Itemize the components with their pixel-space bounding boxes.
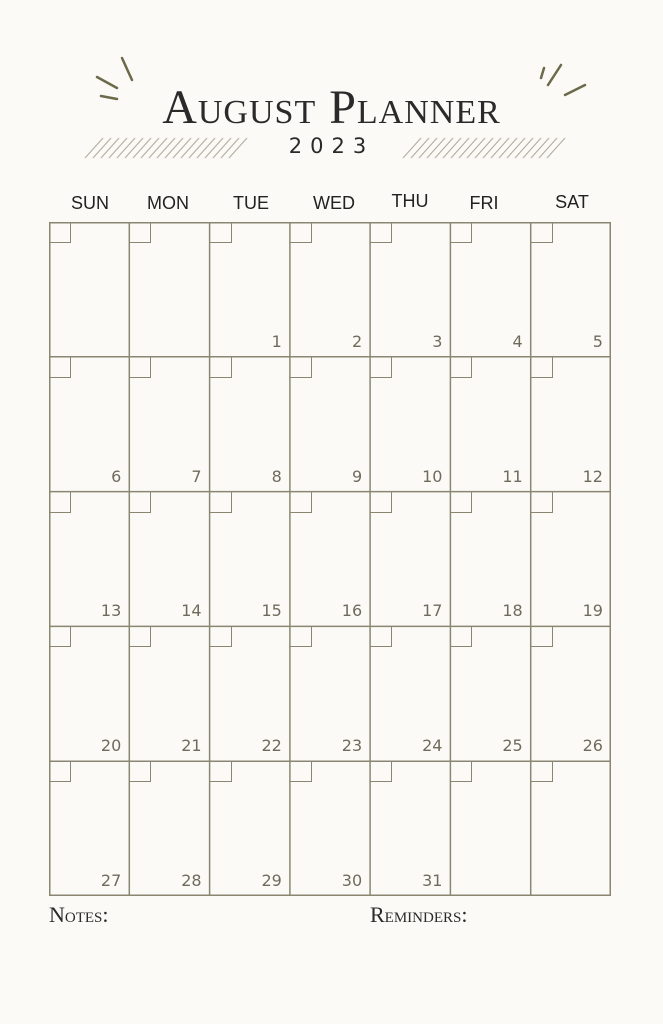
date-number: 27 [100, 870, 122, 890]
day-cell-6[interactable] [49, 357, 129, 492]
checkbox-square[interactable] [531, 222, 553, 243]
checkbox-square[interactable] [450, 626, 472, 647]
checkbox-square[interactable] [129, 626, 151, 647]
date-number: 4 [512, 331, 523, 351]
date-number: 31 [422, 870, 443, 890]
checkbox-square[interactable] [531, 492, 553, 513]
checkbox-square[interactable] [129, 222, 151, 243]
date-number: 10 [422, 466, 443, 486]
page-title: August Planner [162, 81, 501, 134]
day-cell-20[interactable] [49, 626, 129, 761]
checkbox-square[interactable] [450, 222, 472, 243]
checkbox-square[interactable] [531, 626, 553, 647]
weekday-sat: SAT [555, 192, 589, 212]
day-cell-10[interactable] [370, 357, 450, 492]
day-cell-21[interactable] [129, 626, 209, 761]
checkbox-square[interactable] [49, 761, 71, 782]
checkbox-square[interactable] [49, 357, 71, 378]
day-cell-19[interactable] [531, 492, 611, 627]
date-number: 20 [100, 736, 122, 756]
checkbox-square[interactable] [290, 626, 312, 647]
day-cell-23[interactable] [290, 626, 370, 761]
date-number: 16 [341, 601, 363, 621]
checkbox-square[interactable] [370, 492, 392, 513]
empty-day-cell[interactable] [450, 761, 530, 896]
day-cell-4[interactable] [450, 222, 530, 357]
checkbox-square[interactable] [210, 357, 232, 378]
date-number: 21 [181, 736, 202, 756]
day-cell-18[interactable] [450, 492, 530, 627]
date-number: 26 [582, 736, 603, 756]
day-cell-28[interactable] [129, 761, 209, 896]
date-number: 28 [181, 870, 202, 890]
checkbox-square[interactable] [450, 761, 472, 782]
checkbox-square[interactable] [370, 222, 392, 243]
date-number: 3 [432, 331, 443, 351]
date-number: 7 [191, 466, 202, 486]
day-cell-12[interactable] [531, 357, 611, 492]
date-number: 17 [422, 601, 443, 621]
weekday-mon: MON [147, 193, 189, 213]
day-cell-11[interactable] [450, 357, 530, 492]
day-cell-5[interactable] [531, 222, 611, 357]
date-number: 24 [422, 736, 443, 756]
empty-day-cell[interactable] [49, 222, 129, 357]
day-cell-1[interactable] [210, 222, 290, 357]
checkbox-square[interactable] [129, 761, 151, 782]
checkbox-square[interactable] [210, 222, 232, 243]
date-number: 13 [100, 601, 122, 621]
weekday-fri: FRI [469, 193, 499, 213]
day-cell-30[interactable] [290, 761, 370, 896]
day-cell-7[interactable] [129, 357, 209, 492]
checkbox-square[interactable] [531, 761, 553, 782]
empty-day-cell[interactable] [129, 222, 209, 357]
day-cell-14[interactable] [129, 492, 209, 627]
day-cell-2[interactable] [290, 222, 370, 357]
checkbox-square[interactable] [210, 626, 232, 647]
date-number: 6 [111, 466, 122, 486]
date-number: 25 [502, 736, 523, 756]
weekday-wed: WED [313, 193, 355, 213]
empty-day-cell[interactable] [531, 761, 611, 896]
checkbox-square[interactable] [210, 492, 232, 513]
date-number: 19 [582, 601, 603, 621]
day-cell-27[interactable] [49, 761, 129, 896]
date-number: 22 [261, 736, 282, 756]
day-cell-29[interactable] [210, 761, 290, 896]
checkbox-square[interactable] [210, 761, 232, 782]
date-number: 8 [271, 466, 282, 486]
weekday-tue: TUE [233, 193, 269, 213]
day-cell-9[interactable] [290, 357, 370, 492]
date-number: 15 [261, 601, 282, 621]
day-cell-31[interactable] [370, 761, 450, 896]
date-number: 29 [261, 870, 282, 890]
checkbox-square[interactable] [290, 761, 312, 782]
day-cell-16[interactable] [290, 492, 370, 627]
notes-label: Notes: [49, 902, 109, 927]
day-cell-25[interactable] [450, 626, 530, 761]
checkbox-square[interactable] [290, 492, 312, 513]
day-cell-22[interactable] [210, 626, 290, 761]
checkbox-square[interactable] [450, 492, 472, 513]
calendar-grid [49, 222, 611, 896]
year-label: 2023 [288, 134, 375, 158]
checkbox-square[interactable] [531, 357, 553, 378]
date-number: 1 [271, 331, 282, 351]
day-cell-8[interactable] [210, 357, 290, 492]
checkbox-square[interactable] [450, 357, 472, 378]
checkbox-square[interactable] [290, 222, 312, 243]
checkbox-square[interactable] [49, 222, 71, 243]
weekday-sun: SUN [70, 193, 109, 213]
date-number: 5 [592, 331, 603, 351]
checkbox-square[interactable] [290, 357, 312, 378]
checkbox-square[interactable] [129, 357, 151, 378]
date-number: 30 [341, 870, 363, 890]
checkbox-square[interactable] [370, 761, 392, 782]
date-number: 11 [502, 466, 523, 486]
day-cell-24[interactable] [370, 626, 450, 761]
reminders-label: Reminders: [370, 902, 468, 927]
date-number: 18 [502, 601, 523, 621]
date-number: 9 [351, 466, 363, 486]
day-cell-15[interactable] [210, 492, 290, 627]
weekday-thu: THU [391, 191, 429, 211]
day-cell-17[interactable] [370, 492, 450, 627]
checkbox-square[interactable] [370, 626, 392, 647]
day-cell-3[interactable] [370, 222, 450, 357]
checkbox-square[interactable] [49, 626, 71, 647]
date-number: 23 [341, 736, 363, 756]
date-number: 12 [582, 466, 603, 486]
checkbox-square[interactable] [129, 492, 151, 513]
checkbox-square[interactable] [49, 492, 71, 513]
date-number: 14 [181, 601, 202, 621]
day-cell-26[interactable] [531, 626, 611, 761]
day-cell-13[interactable] [49, 492, 129, 627]
checkbox-square[interactable] [370, 357, 392, 378]
date-number: 2 [351, 331, 363, 351]
